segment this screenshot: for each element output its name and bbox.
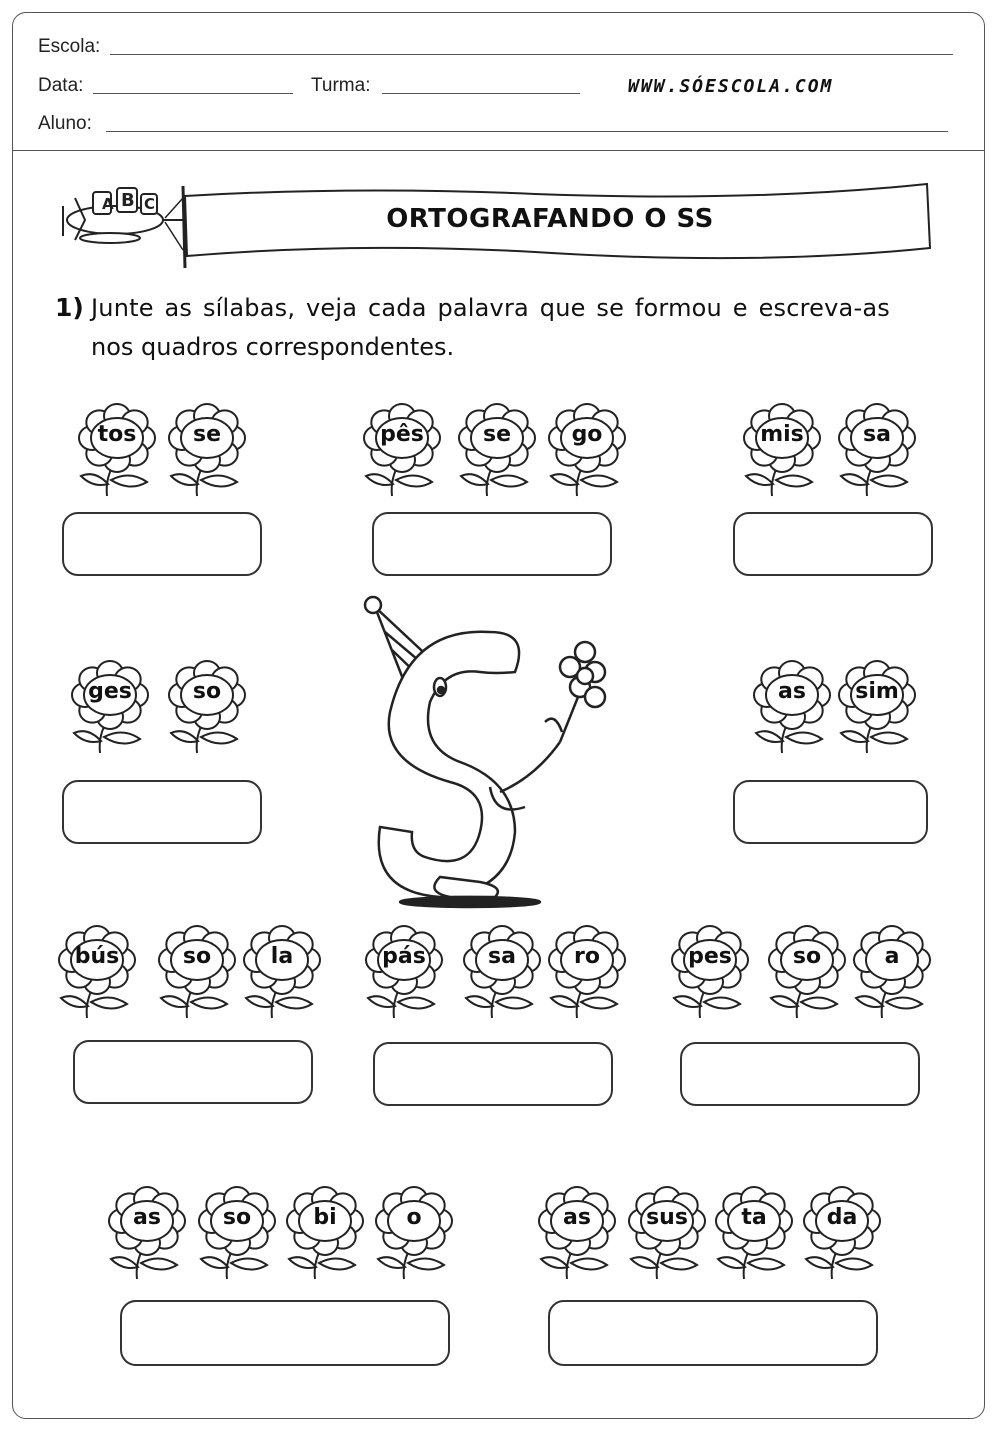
- flower-icon: [800, 1183, 884, 1283]
- flower-icon: [362, 922, 446, 1022]
- syllable-flower: [155, 922, 239, 1022]
- syllable-label: as: [563, 1205, 591, 1230]
- syllable-label: pes: [688, 944, 732, 969]
- instruction-line-2: nos quadros correspondentes.: [91, 333, 455, 361]
- header-divider: [12, 150, 985, 151]
- student-field[interactable]: [106, 131, 948, 132]
- syllable-flower: [545, 922, 629, 1022]
- flower-icon: [750, 657, 834, 757]
- class-label: Turma:: [311, 75, 371, 96]
- answer-box[interactable]: [372, 512, 612, 576]
- syllable-flower: [105, 1183, 189, 1283]
- syllable-label: so: [222, 1205, 252, 1230]
- syllable-flower: [835, 657, 919, 757]
- syllable-flower: [765, 922, 849, 1022]
- syllable-flower: [68, 657, 152, 757]
- flower-icon: [68, 657, 152, 757]
- syllable-label: sa: [488, 944, 516, 969]
- page-title: ORTOGRAFANDO O SS: [386, 204, 714, 234]
- date-field[interactable]: [93, 93, 293, 94]
- syllable-label: bi: [313, 1205, 337, 1230]
- syllable-label: sa: [863, 422, 891, 447]
- flower-icon: [455, 400, 539, 500]
- syllable-flower: [850, 922, 934, 1022]
- instruction-line-1: Junte as sílabas, veja cada palavra que se formou e escreva-as: [91, 294, 890, 322]
- syllable-label: go: [571, 422, 603, 447]
- flower-icon: [712, 1183, 796, 1283]
- flower-icon: [545, 922, 629, 1022]
- answer-box[interactable]: [62, 512, 262, 576]
- syllable-flower: [455, 400, 539, 500]
- flower-icon: [625, 1183, 709, 1283]
- syllable-flower: [195, 1183, 279, 1283]
- answer-box[interactable]: [680, 1042, 920, 1106]
- syllable-flower: [55, 922, 139, 1022]
- syllable-label: se: [482, 422, 511, 447]
- plane-letter-a: A: [102, 195, 114, 213]
- flower-icon: [283, 1183, 367, 1283]
- syllable-flower: [283, 1183, 367, 1283]
- site-url: WWW.SÓESCOLA.COM: [628, 76, 834, 97]
- syllable-flower: [372, 1183, 456, 1283]
- syllable-flower: [75, 400, 159, 500]
- flower-icon: [460, 922, 544, 1022]
- syllable-label: sus: [646, 1205, 688, 1230]
- syllable-label: ro: [574, 944, 600, 969]
- syllable-label: la: [270, 944, 294, 969]
- question-number: 1): [55, 293, 84, 322]
- syllable-flower: [360, 400, 444, 500]
- syllable-flower: [668, 922, 752, 1022]
- syllable-label: tos: [97, 422, 137, 447]
- date-label: Data:: [38, 75, 84, 96]
- class-field[interactable]: [382, 93, 580, 94]
- syllable-label: pês: [380, 422, 424, 447]
- answer-box[interactable]: [733, 512, 933, 576]
- syllable-label: as: [778, 679, 806, 704]
- syllable-label: ges: [88, 679, 132, 704]
- syllable-flower: [625, 1183, 709, 1283]
- syllable-flower: [800, 1183, 884, 1283]
- syllable-flower: [535, 1183, 619, 1283]
- syllable-label: o: [406, 1205, 422, 1230]
- school-field[interactable]: [110, 54, 953, 55]
- syllable-flower: [740, 400, 824, 500]
- student-label: Aluno:: [38, 113, 92, 134]
- flower-icon: [240, 922, 324, 1022]
- syllable-flower: [165, 400, 249, 500]
- flower-icon: [765, 922, 849, 1022]
- answer-box[interactable]: [733, 780, 928, 844]
- syllable-flower: [712, 1183, 796, 1283]
- answer-box[interactable]: [120, 1300, 450, 1366]
- flower-icon: [155, 922, 239, 1022]
- syllable-label: ta: [741, 1205, 767, 1230]
- flower-icon: [535, 1183, 619, 1283]
- flower-icon: [55, 922, 139, 1022]
- flower-icon: [105, 1183, 189, 1283]
- flower-icon: [165, 400, 249, 500]
- syllable-label: pás: [382, 944, 426, 969]
- syllable-label: a: [884, 944, 900, 969]
- answer-box[interactable]: [548, 1300, 878, 1366]
- syllable-flower: [835, 400, 919, 500]
- flower-icon: [195, 1183, 279, 1283]
- syllable-label: as: [133, 1205, 161, 1230]
- syllable-label: so: [182, 944, 212, 969]
- flower-icon: [850, 922, 934, 1022]
- syllable-flower: [165, 657, 249, 757]
- answer-box[interactable]: [62, 780, 262, 844]
- syllable-flower: [460, 922, 544, 1022]
- answer-box[interactable]: [373, 1042, 613, 1106]
- syllable-flower: [545, 400, 629, 500]
- flower-icon: [835, 400, 919, 500]
- answer-box[interactable]: [73, 1040, 313, 1104]
- flower-icon: [372, 1183, 456, 1283]
- syllable-label: sim: [855, 679, 899, 704]
- flower-icon: [668, 922, 752, 1022]
- flower-icon: [835, 657, 919, 757]
- syllable-label: so: [192, 679, 222, 704]
- flower-icon: [360, 400, 444, 500]
- syllable-label: da: [826, 1205, 858, 1230]
- syllable-label: bús: [74, 944, 120, 969]
- flower-icon: [740, 400, 824, 500]
- syllable-flower: [362, 922, 446, 1022]
- syllable-label: so: [792, 944, 822, 969]
- syllable-flower: [750, 657, 834, 757]
- letter-s-mascot-icon: [330, 592, 630, 912]
- school-label: Escola:: [38, 36, 101, 57]
- syllable-label: se: [192, 422, 221, 447]
- flower-icon: [165, 657, 249, 757]
- flower-icon: [545, 400, 629, 500]
- flower-icon: [75, 400, 159, 500]
- plane-letter-b: B: [121, 190, 135, 211]
- plane-letter-c: C: [144, 195, 156, 213]
- syllable-label: mis: [760, 422, 804, 447]
- syllable-flower: [240, 922, 324, 1022]
